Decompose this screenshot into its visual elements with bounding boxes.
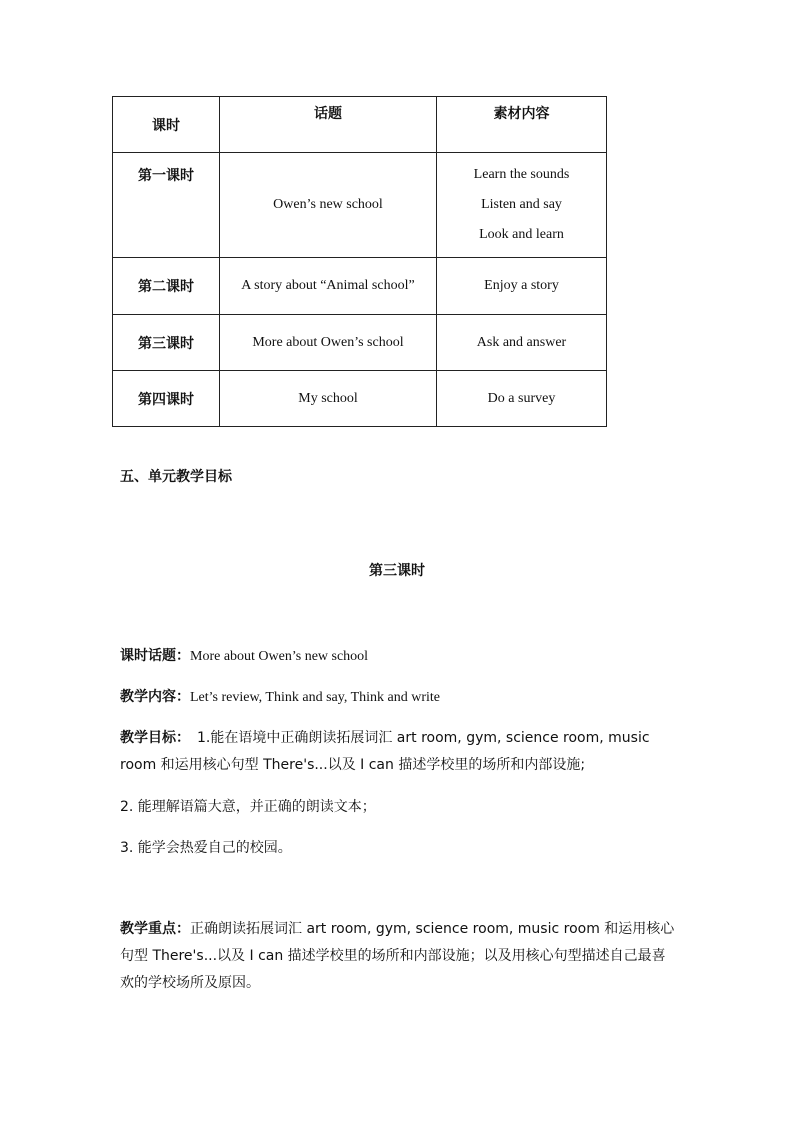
lesson-heading: 第三课时 — [369, 563, 425, 579]
row-content: Enjoy a story — [437, 258, 607, 315]
content-label: 教学内容： — [120, 689, 190, 705]
goals-line — [120, 725, 676, 779]
content-value: Let’s review, Think and say, Think and write — [190, 690, 440, 705]
content-line: Learn the sounds — [473, 167, 570, 182]
row-topic: More about Owen’s school — [220, 315, 437, 371]
row-lesson: 第一课时 — [113, 153, 220, 258]
header-content: 素材内容 — [437, 97, 607, 153]
header-lesson: 课时 — [113, 97, 220, 153]
goal-3-text: 3. 能学会热爱自己的校园。 — [120, 840, 292, 856]
key-points-label: 教学重点： — [120, 921, 190, 937]
table-row — [113, 258, 607, 315]
row-lesson: 第三课时 — [113, 315, 220, 371]
table-row — [113, 371, 607, 427]
row-topic: Owen’s new school — [220, 153, 437, 258]
goal-2 — [120, 794, 676, 821]
row-content: Do a survey — [437, 371, 607, 427]
content-line: Look and learn — [479, 227, 564, 242]
table-row — [113, 315, 607, 371]
key-points — [120, 916, 676, 997]
table-row — [113, 153, 607, 258]
row-topic: My school — [220, 371, 437, 427]
row-content: Ask and answer — [437, 315, 607, 371]
row-topic: A story about “Animal school” — [220, 258, 437, 315]
goal-2-text: 2. 能理解语篇大意，并正确的朗读文本； — [120, 799, 376, 815]
row-content — [437, 153, 607, 258]
section-heading: 五、单元教学目标 — [120, 469, 232, 485]
key-points-value: 正确朗读拓展词汇 art room, gym, science room, music room 和运用核心句型 There's...以及 I can 描述学校里的场所和内部设施；以及用核心句型描述自己最喜欢的学校场所及原因。 — [120, 921, 675, 991]
goal-3 — [120, 835, 676, 862]
goals-label: 教学目标： — [120, 730, 190, 746]
lesson-table — [112, 96, 607, 427]
content-line: Listen and say — [481, 197, 562, 212]
goal-1: 1.能在语境中正确朗读拓展词汇 art room, gym, science room, music room 和运用核心句型 There's...以及 I can 描述学校里的场所和内部设施; — [120, 730, 650, 773]
topic-label: 课时话题： — [120, 648, 190, 664]
content-line — [120, 684, 676, 711]
row-lesson: 第二课时 — [113, 258, 220, 315]
topic-line — [120, 643, 676, 670]
header-topic: 话题 — [220, 97, 437, 153]
table-header-row — [113, 97, 607, 153]
topic-value: More about Owen’s new school — [190, 649, 369, 664]
row-lesson: 第四课时 — [113, 371, 220, 427]
